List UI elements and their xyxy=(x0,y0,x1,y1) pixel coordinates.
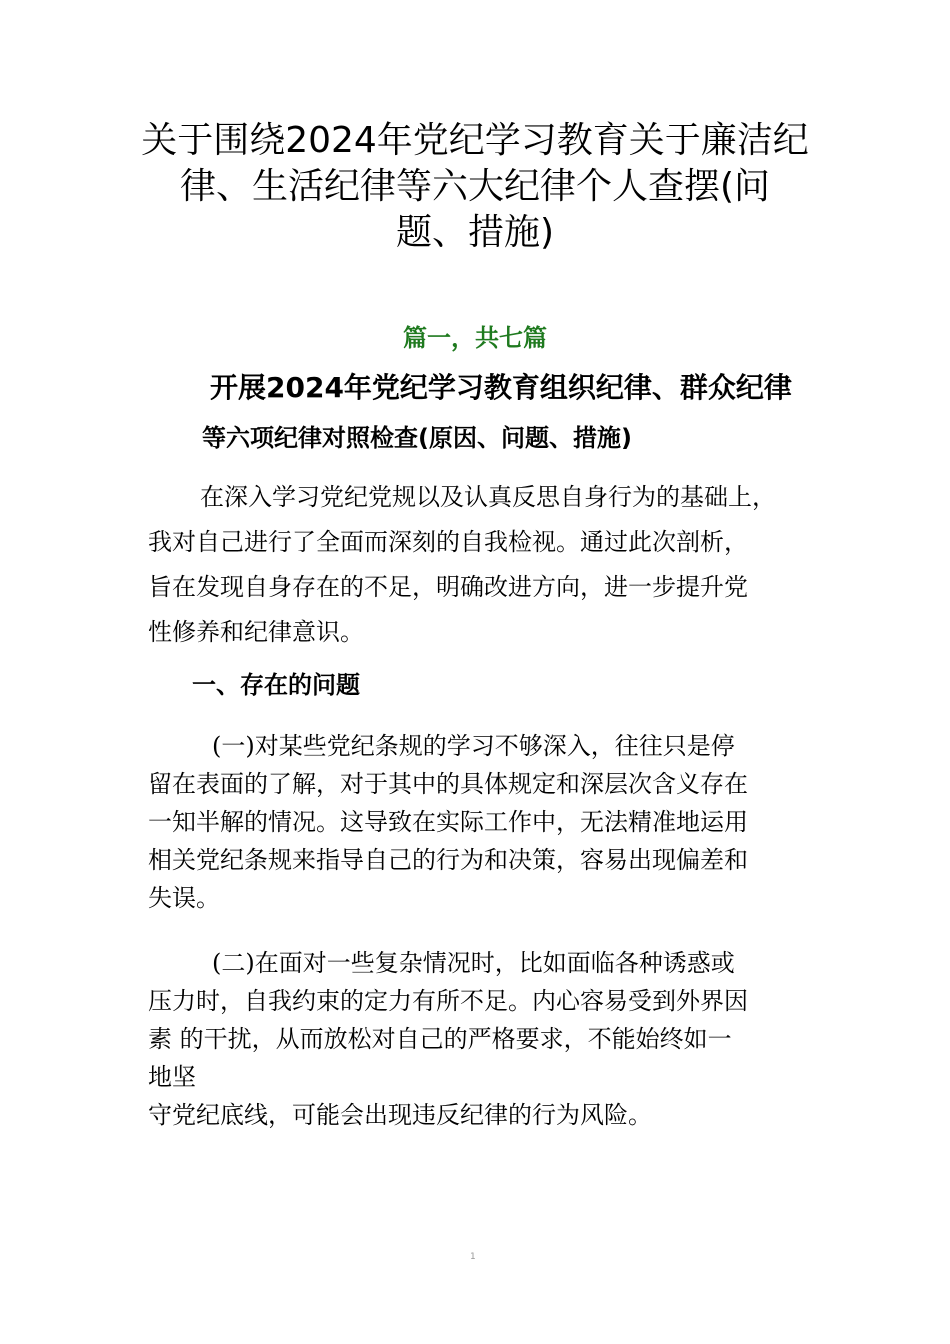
title-line: 题、措施) xyxy=(395,212,555,253)
text-line: 性修养和纪律意识。 xyxy=(148,618,364,646)
section-heading: 一、存在的问题 xyxy=(192,671,360,699)
article-heading-line-1: 开展2024年党纪学习教育组织纪律、群众纪律 xyxy=(210,371,792,404)
text-line: (一)对某些党纪条规的学习不够深入，往往只是停 xyxy=(212,732,735,760)
document-title xyxy=(130,118,820,256)
point-2-paragraph xyxy=(148,944,808,1134)
part-heading: 篇一，共七篇 xyxy=(403,324,547,352)
title-line: 关于围绕2024年党纪学习教育关于廉洁纪 xyxy=(141,120,809,161)
text-line: 守党纪底线，可能会出现违反纪律的行为风险。 xyxy=(148,1101,652,1129)
intro-paragraph xyxy=(148,475,808,655)
text-line: 旨在发现自身存在的不足，明确改进方向，进一步提升党 xyxy=(148,573,748,601)
text-line: 素 的干扰，从而放松对自己的严格要求，不能始终如一 xyxy=(148,1025,732,1053)
text-line: (二)在面对一些复杂情况时，比如面临各种诱惑或 xyxy=(212,949,735,977)
text-line: 一知半解的情况。这导致在实际工作中，无法精准地运用 xyxy=(148,808,748,836)
article-heading-line-2: 等六项纪律对照检查(原因、问题、措施) xyxy=(202,424,632,452)
text-line: 地坚 xyxy=(148,1063,196,1091)
title-line: 律、生活纪律等六大纪律个人查摆(问 xyxy=(179,166,771,207)
text-line: 在深入学习党纪党规以及认真反思自身行为的基础上， xyxy=(200,483,776,511)
page-number: 1 xyxy=(470,1252,476,1262)
text-line: 相关党纪条规来指导自己的行为和决策，容易出现偏差和 xyxy=(148,846,748,874)
text-line: 留在表面的了解，对于其中的具体规定和深层次含义存在 xyxy=(148,770,748,798)
text-line: 压力时，自我约束的定力有所不足。内心容易受到外界因 xyxy=(148,987,748,1015)
point-1-paragraph xyxy=(148,727,808,917)
text-line: 失误。 xyxy=(148,884,220,912)
text-line: 我对自己进行了全面而深刻的自我检视。通过此次剖析， xyxy=(148,528,748,556)
